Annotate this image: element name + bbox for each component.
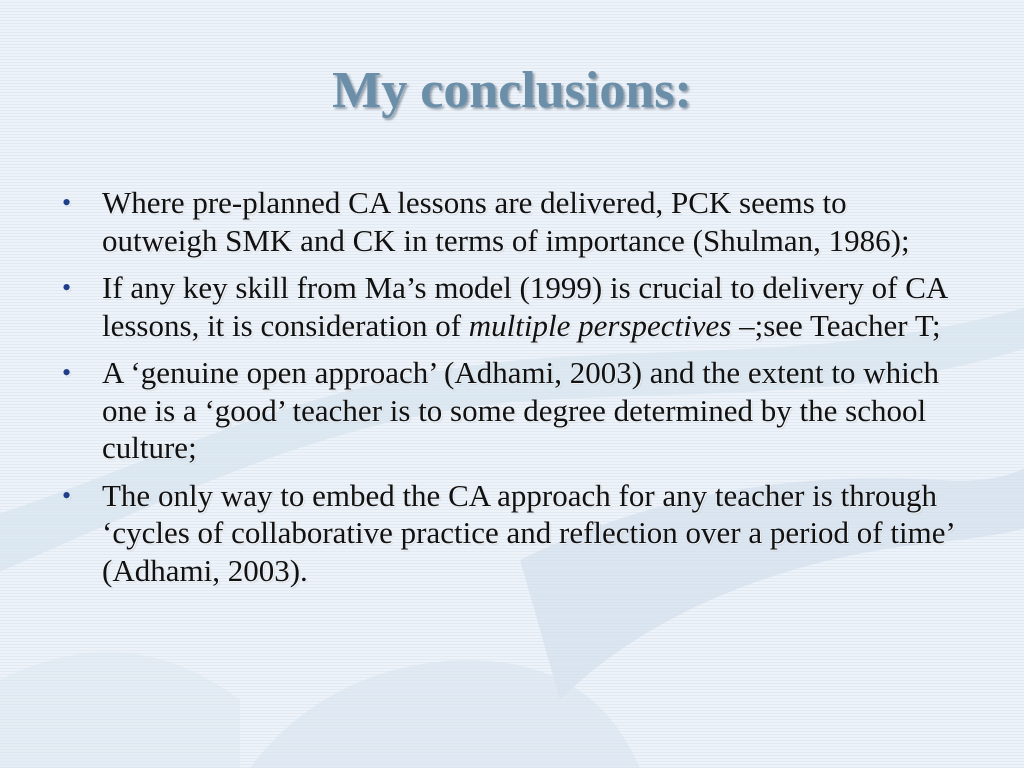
bullet-icon: • [62,273,72,302]
bullet-text-italic: multiple perspectives [468,307,732,343]
list-item [62,184,962,259]
list-item [62,354,962,467]
bullet-text: The only way to embed the CA approach for any teacher is through ‘cycles of collaborative practice and reflection over a period of time’ (Adhami, 2003). [102,477,954,588]
list-item [62,477,962,590]
bullet-list [62,184,962,599]
bullet-icon: • [62,188,72,217]
bullet-text: Where pre-planned CA lessons are delivered, PCK seems to outweigh SMK and CK in terms of importance (Shulman, 1986); [102,185,910,258]
bullet-text: –;see Teacher T; [731,307,941,343]
bullet-icon: • [62,480,72,510]
bullet-icon: • [62,358,72,387]
list-item [62,269,962,344]
bullet-text: If any key skill from Ma’s model (1999) is crucial to delivery of CA lessons, it is consideration of [102,270,947,343]
bullet-text: A ‘genuine open approach’ (Adhami, 2003) and the extent to which one is a ‘good’ teacher is to some degree determined by the school culture; [102,355,940,465]
slide-title: My conclusions: [332,62,692,119]
